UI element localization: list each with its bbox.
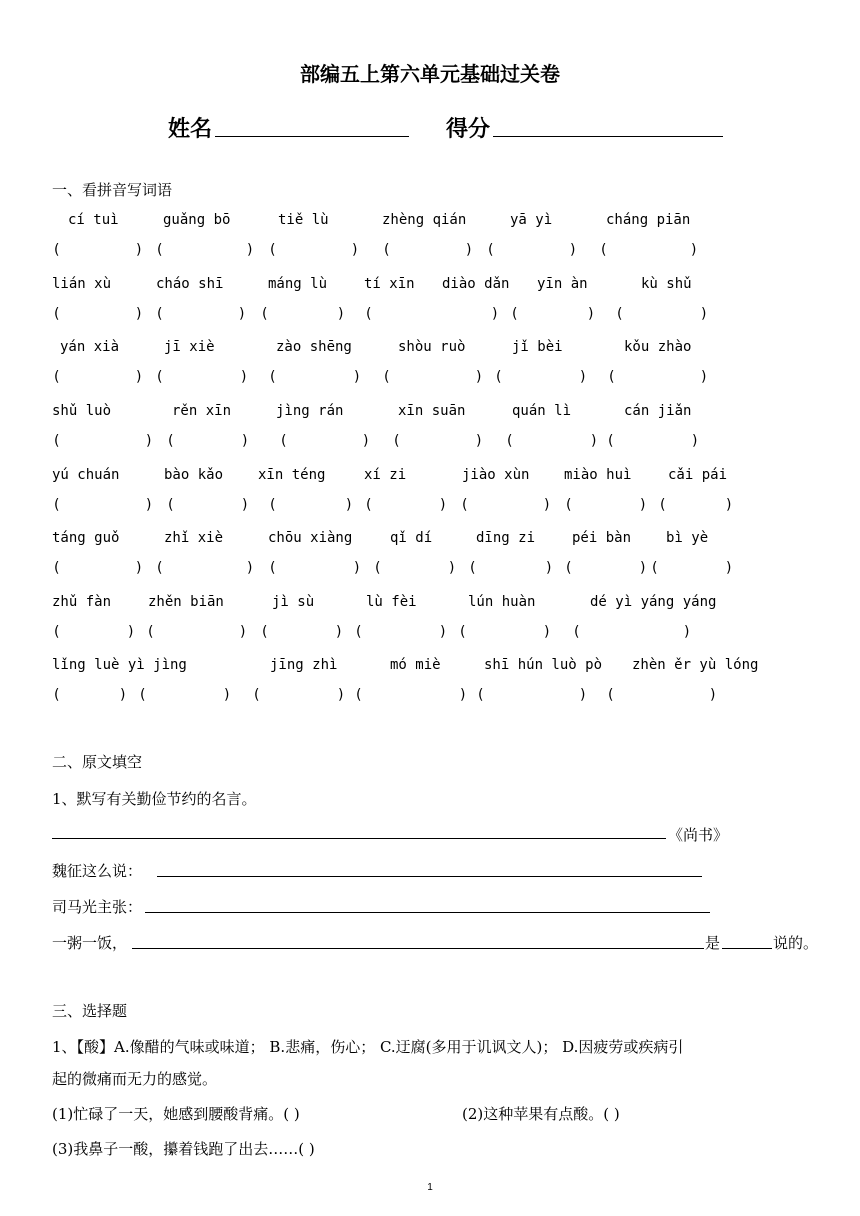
answer-blank[interactable] (64, 306, 134, 324)
pinyin-word: lǐng luè yì jìng (52, 657, 187, 673)
score-blank[interactable] (493, 136, 723, 137)
answer-bracket-open: ( (608, 433, 614, 449)
pinyin-word: péi bàn (572, 530, 632, 546)
zhou-label: 一粥一饭， (52, 934, 128, 952)
source-shangshu: 《尚书》 (668, 826, 729, 844)
pinyin-word: zào shēng (276, 339, 352, 355)
answer-bracket-close: ) (336, 624, 342, 640)
pinyin-word: cǎi pái (668, 467, 728, 483)
answer-blank[interactable] (376, 306, 490, 324)
answer-blank[interactable] (64, 433, 144, 451)
answer-bracket-open: ( (54, 242, 60, 258)
answer-bracket-close: ) (352, 242, 358, 258)
answer-bracket-open: ( (140, 687, 146, 703)
answer-blank[interactable] (472, 497, 542, 515)
answer-blank[interactable] (470, 624, 542, 642)
answer-blank[interactable] (618, 433, 690, 451)
pinyin-word: cán jiǎn (624, 403, 692, 419)
answer-blank[interactable] (506, 369, 578, 387)
answer-bracket-open: ( (148, 624, 154, 640)
pinyin-word: chōu xiàng (268, 530, 353, 546)
answer-blank[interactable] (158, 624, 238, 642)
pinyin-word: jìng rán (276, 403, 344, 419)
answer-bracket-open: ( (384, 369, 390, 385)
answer-blank[interactable] (662, 560, 724, 578)
answer-bracket-open: ( (488, 242, 494, 258)
answer-bracket-open: ( (366, 497, 372, 513)
answer-blank[interactable] (272, 624, 334, 642)
answer-blank[interactable] (167, 560, 245, 578)
answer-blank[interactable] (611, 242, 689, 260)
pinyin-word: xīn téng (258, 467, 326, 483)
score-label: 得分 (446, 117, 491, 142)
answer-bracket-close: ) (363, 433, 369, 449)
pinyin-word: jǐ bèi (512, 339, 563, 355)
answer-bracket-open: ( (54, 369, 60, 385)
answer-bracket-open: ( (356, 687, 362, 703)
answer-bracket-open: ( (270, 560, 276, 576)
name-label: 姓名 (168, 117, 213, 142)
answer-bracket-close: ) (128, 624, 134, 640)
section1-heading: 一、看拼音写词语 (52, 181, 173, 199)
answer-bracket-open: ( (566, 560, 572, 576)
quote-blank-shangshu[interactable] (52, 838, 666, 839)
pinyin-word: zhèng qián (382, 212, 467, 228)
pinyin-word: kǒu zhào (624, 339, 692, 355)
answer-bracket-close: ) (224, 687, 230, 703)
pinyin-word: cí tuì (68, 212, 119, 228)
answer-bracket-open: ( (394, 433, 400, 449)
answer-bracket-open: ( (652, 560, 658, 576)
answer-bracket-open: ( (281, 433, 287, 449)
answer-blank[interactable] (576, 560, 638, 578)
answer-bracket-open: ( (462, 497, 468, 513)
quote-blank-zhou[interactable] (132, 948, 704, 949)
pinyin-word: lián xù (52, 276, 112, 292)
answer-bracket-open: ( (366, 306, 372, 322)
answer-bracket-close: ) (726, 560, 732, 576)
answer-bracket-open: ( (157, 306, 163, 322)
answer-bracket-close: ) (591, 433, 597, 449)
pinyin-word: xí zi (364, 467, 407, 483)
answer-bracket-close: ) (726, 497, 732, 513)
answer-blank[interactable] (64, 560, 134, 578)
answer-bracket-close: ) (354, 560, 360, 576)
answer-blank[interactable] (280, 242, 350, 260)
section2-heading: 二、原文填空 (52, 753, 143, 771)
answer-blank[interactable] (627, 306, 699, 324)
pinyin-word: cháo shī (156, 276, 224, 292)
answer-bracket-open: ( (574, 624, 580, 640)
pinyin-word: bì yè (666, 530, 709, 546)
answer-bracket-close: ) (476, 433, 482, 449)
answer-blank[interactable] (280, 497, 344, 515)
answer-bracket-open: ( (470, 560, 476, 576)
pinyin-word: zhèn ěr yù lóng (632, 657, 759, 673)
answer-blank[interactable] (394, 242, 464, 260)
answer-blank[interactable] (272, 306, 336, 324)
pinyin-word: lún huàn (468, 594, 536, 610)
pinyin-word: diào dǎn (442, 276, 510, 292)
answer-blank[interactable] (291, 433, 361, 451)
sima-label: 司马光主张： (52, 898, 143, 916)
answer-bracket-close: ) (701, 369, 707, 385)
answer-bracket-close: ) (440, 497, 446, 513)
answer-bracket-open: ( (54, 497, 60, 513)
answer-bracket-close: ) (640, 560, 646, 576)
answer-bracket-close: ) (466, 242, 472, 258)
zhou-mid: 是 (705, 934, 721, 952)
answer-bracket-close: ) (120, 687, 126, 703)
answer-bracket-open: ( (54, 433, 60, 449)
pinyin-word: shǔ luò (52, 403, 112, 419)
pinyin-word: yú chuán (52, 467, 120, 483)
page-title: 部编五上第六单元基础过关卷 (300, 62, 560, 86)
answer-blank[interactable] (619, 369, 699, 387)
answer-bracket-open: ( (608, 687, 614, 703)
wei-label: 魏征这么说： (52, 862, 143, 880)
answer-bracket-close: ) (580, 687, 586, 703)
answer-bracket-close: ) (449, 560, 455, 576)
answer-bracket-open: ( (157, 560, 163, 576)
answer-bracket-open: ( (270, 369, 276, 385)
answer-blank[interactable] (488, 687, 578, 705)
sentence-1: (1)忙碌了一天，她感到腰酸背痛。( ) (52, 1105, 300, 1123)
pinyin-word: jì sù (272, 594, 315, 610)
answer-bracket-open: ( (507, 433, 513, 449)
answer-bracket-open: ( (460, 624, 466, 640)
answer-bracket-open: ( (512, 306, 518, 322)
pinyin-word: bào kǎo (164, 467, 224, 483)
answer-blank[interactable] (522, 306, 586, 324)
answer-bracket-open: ( (54, 560, 60, 576)
answer-blank[interactable] (64, 687, 118, 705)
answer-bracket-close: ) (701, 306, 707, 322)
pinyin-word: máng lù (268, 276, 328, 292)
answer-bracket-open: ( (617, 306, 623, 322)
pinyin-word: jīng zhì (270, 657, 338, 673)
quote-blank-sima[interactable] (145, 912, 710, 913)
answer-blank[interactable] (280, 560, 352, 578)
answer-bracket-close: ) (239, 306, 245, 322)
pinyin-word: jiào xùn (462, 467, 530, 483)
sentence-2: (2)这种苹果有点酸。( ) (462, 1105, 620, 1123)
answer-blank[interactable] (167, 306, 237, 324)
pinyin-word: mó miè (390, 657, 441, 673)
answer-blank[interactable] (404, 433, 474, 451)
answer-blank[interactable] (150, 687, 222, 705)
answer-blank[interactable] (64, 497, 144, 515)
page-number: 1 (427, 1182, 433, 1193)
answer-blank[interactable] (576, 497, 638, 515)
answer-bracket-close: ) (146, 497, 152, 513)
answer-bracket-close: ) (146, 433, 152, 449)
answer-bracket-open: ( (54, 306, 60, 322)
answer-bracket-close: ) (440, 624, 446, 640)
answer-bracket-close: ) (544, 497, 550, 513)
answer-bracket-open: ( (660, 497, 666, 513)
answer-blank[interactable] (64, 242, 134, 260)
answer-blank[interactable] (376, 497, 438, 515)
answer-blank[interactable] (64, 624, 126, 642)
answer-bracket-close: ) (476, 369, 482, 385)
answer-bracket-open: ( (157, 242, 163, 258)
pinyin-word: shī hún luò pò (484, 657, 603, 673)
pinyin-word: rěn xīn (172, 403, 232, 419)
answer-blank[interactable] (264, 687, 336, 705)
answer-bracket-open: ( (384, 242, 390, 258)
answer-bracket-open: ( (262, 624, 268, 640)
answer-bracket-close: ) (692, 433, 698, 449)
answer-bracket-close: ) (136, 242, 142, 258)
pinyin-word: dé yì yáng yáng (590, 594, 717, 610)
answer-blank[interactable] (366, 624, 438, 642)
zhou-suffix: 说的。 (773, 934, 819, 952)
answer-blank[interactable] (584, 624, 682, 642)
pinyin-word: jī xiè (164, 339, 215, 355)
answer-bracket-close: ) (710, 687, 716, 703)
answer-bracket-close: ) (691, 242, 697, 258)
answer-blank[interactable] (498, 242, 568, 260)
pinyin-word: yīn àn (537, 276, 588, 292)
pinyin-word: dīng zi (476, 530, 536, 546)
answer-bracket-close: ) (354, 369, 360, 385)
pinyin-word: lù fèi (366, 594, 417, 610)
answer-blank[interactable] (178, 497, 240, 515)
pinyin-word: shòu ruò (398, 339, 466, 355)
answer-bracket-close: ) (136, 306, 142, 322)
section3-heading: 三、选择题 (52, 1002, 128, 1020)
answer-bracket-open: ( (54, 687, 60, 703)
answer-bracket-open: ( (157, 369, 163, 385)
pinyin-word: yā yì (510, 212, 553, 228)
pinyin-word: táng guǒ (52, 530, 120, 546)
name-blank[interactable] (215, 136, 409, 137)
answer-bracket-close: ) (338, 306, 344, 322)
pinyin-word: zhǔ fàn (52, 594, 112, 610)
answer-bracket-open: ( (254, 687, 260, 703)
answer-bracket-close: ) (247, 560, 253, 576)
answer-bracket-close: ) (242, 433, 248, 449)
answer-blank[interactable] (64, 369, 134, 387)
answer-bracket-close: ) (570, 242, 576, 258)
answer-bracket-close: ) (460, 687, 466, 703)
answer-bracket-close: ) (588, 306, 594, 322)
answer-blank[interactable] (670, 497, 724, 515)
pinyin-word: quán lì (512, 403, 572, 419)
pinyin-word: zhǐ xiè (164, 530, 224, 546)
question-2-1: 1、默写有关勤俭节约的名言。 (52, 790, 257, 808)
answer-bracket-open: ( (270, 242, 276, 258)
answer-blank[interactable] (480, 560, 544, 578)
question-3-1-line2: 起的微痛而无力的感觉。 (52, 1070, 218, 1088)
answer-bracket-close: ) (240, 624, 246, 640)
question-3-1-line1: 1、【酸】A.像醋的气味或味道； B.悲痛，伤心； C.迂腐(多用于讥讽文人)； D.因疲劳或疾病引 (52, 1038, 684, 1056)
answer-bracket-open: ( (168, 497, 174, 513)
pinyin-word: qǐ dí (390, 530, 433, 546)
answer-bracket-open: ( (356, 624, 362, 640)
pinyin-word: tí xīn (364, 276, 415, 292)
answer-blank[interactable] (517, 433, 589, 451)
answer-blank[interactable] (280, 369, 352, 387)
answer-bracket-close: ) (247, 242, 253, 258)
answer-bracket-close: ) (684, 624, 690, 640)
answer-bracket-open: ( (270, 497, 276, 513)
answer-bracket-close: ) (136, 369, 142, 385)
answer-bracket-close: ) (346, 497, 352, 513)
answer-blank[interactable] (366, 687, 458, 705)
answer-bracket-close: ) (580, 369, 586, 385)
pinyin-word: cháng piān (606, 212, 691, 228)
pinyin-word: yán xià (60, 339, 120, 355)
answer-bracket-open: ( (168, 433, 174, 449)
answer-blank[interactable] (167, 369, 239, 387)
answer-bracket-close: ) (544, 624, 550, 640)
answer-bracket-open: ( (54, 624, 60, 640)
answer-bracket-open: ( (262, 306, 268, 322)
answer-bracket-open: ( (609, 369, 615, 385)
answer-bracket-close: ) (546, 560, 552, 576)
answer-bracket-close: ) (492, 306, 498, 322)
pinyin-word: guǎng bō (163, 212, 231, 228)
answer-blank[interactable] (385, 560, 447, 578)
pinyin-word: kù shǔ (641, 276, 692, 292)
quote-blank-wei[interactable] (157, 876, 702, 877)
answer-bracket-open: ( (601, 242, 607, 258)
answer-bracket-open: ( (566, 497, 572, 513)
sentence-3: (3)我鼻子一酸，攥着钱跑了出去……( ) (52, 1140, 315, 1158)
answer-bracket-close: ) (242, 497, 248, 513)
pinyin-word: xīn suān (398, 403, 466, 419)
answer-bracket-open: ( (496, 369, 502, 385)
pinyin-word: miào huì (564, 467, 632, 483)
answer-bracket-close: ) (136, 560, 142, 576)
answer-blank[interactable] (178, 433, 240, 451)
answer-bracket-close: ) (241, 369, 247, 385)
answer-blank[interactable] (618, 687, 708, 705)
answer-blank[interactable] (394, 369, 474, 387)
answer-bracket-close: ) (338, 687, 344, 703)
pinyin-word: zhěn biān (148, 594, 224, 610)
answer-bracket-close: ) (640, 497, 646, 513)
answer-blank[interactable] (167, 242, 245, 260)
answer-bracket-open: ( (478, 687, 484, 703)
answer-bracket-open: ( (375, 560, 381, 576)
quote-blank-author[interactable] (722, 948, 772, 949)
pinyin-word: tiě lù (278, 212, 329, 228)
